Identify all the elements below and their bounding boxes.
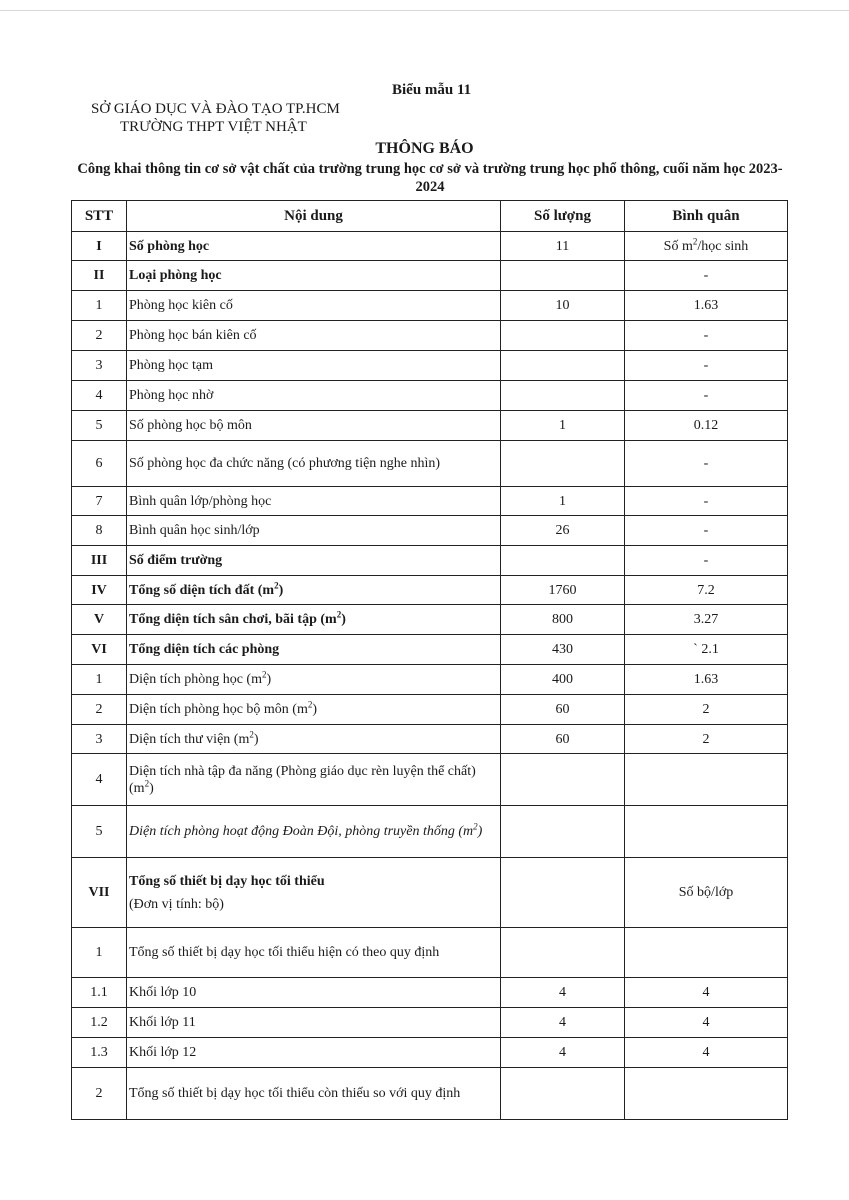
- row-content: Số phòng học đa chức năng (có phương tiện nghe nhìn): [127, 441, 501, 487]
- row-quantity: 1: [501, 411, 625, 441]
- row-content: Bình quân lớp/phòng học: [127, 487, 501, 516]
- header-average: Bình quân: [625, 201, 788, 232]
- row-average: 1.63: [625, 665, 788, 695]
- row-content: Tổng diện tích sân chơi, bãi tập $(m^2)$: [127, 605, 501, 635]
- row-content: Số phòng học bộ môn: [127, 411, 501, 441]
- row-content: Tổng số diện tích đất $(m^2)$: [127, 576, 501, 605]
- table-row: [72, 725, 788, 754]
- row-stt: 4: [72, 381, 127, 411]
- row-content: Số phòng học: [127, 232, 501, 261]
- row-content: Tổng số thiết bị dạy học tối thiểu hiện có theo quy định: [127, 928, 501, 978]
- row-stt: VII: [72, 858, 127, 928]
- table-header-row: [72, 201, 788, 232]
- row-average: 4: [625, 978, 788, 1008]
- row-average: 2: [625, 725, 788, 754]
- row-content: Khối lớp 10: [127, 978, 501, 1008]
- row-quantity: 10: [501, 291, 625, 321]
- table-row: [72, 978, 788, 1008]
- row-average: -: [625, 546, 788, 576]
- row-quantity: 4: [501, 1008, 625, 1038]
- table-row: [72, 351, 788, 381]
- table-row: [72, 635, 788, 665]
- row-quantity: 60: [501, 695, 625, 725]
- row-stt: 7: [72, 487, 127, 516]
- table-row: [72, 1008, 788, 1038]
- row-quantity: 1: [501, 487, 625, 516]
- table-row: [72, 516, 788, 546]
- row-content: Phòng học bán kiên cố: [127, 321, 501, 351]
- table-row: [72, 1068, 788, 1120]
- row-quantity: [501, 754, 625, 806]
- row-content: Loại phòng học: [127, 261, 501, 291]
- table-row: [72, 665, 788, 695]
- table-row: [72, 928, 788, 978]
- row-quantity: [501, 928, 625, 978]
- row-quantity: [501, 546, 625, 576]
- header-content: Nội dung: [127, 201, 501, 232]
- row-average: 0.12: [625, 411, 788, 441]
- row-average: 7.2: [625, 576, 788, 605]
- table-row: [72, 232, 788, 261]
- row-average: 2: [625, 695, 788, 725]
- row-content: Tổng diện tích các phòng: [127, 635, 501, 665]
- row-content: Diện tích phòng hoạt động Đoàn Đội, phòng truyền thống $(m^2)$: [127, 806, 501, 858]
- row-stt: 5: [72, 411, 127, 441]
- school-name: TRƯỜNG THPT VIỆT NHẬT: [120, 119, 307, 135]
- row-content: Diện tích nhà tập đa năng (Phòng giáo dục rèn luyện thể chất) $(m^2)$: [127, 754, 501, 806]
- row-content: Diện tích phòng học bộ môn $(m^2)$: [127, 695, 501, 725]
- row-stt: 3: [72, 351, 127, 381]
- row-quantity: 26: [501, 516, 625, 546]
- row-content: Số điểm trường: [127, 546, 501, 576]
- row-stt: IV: [72, 576, 127, 605]
- row-content: Phòng học kiên cố: [127, 291, 501, 321]
- row-average: -: [625, 381, 788, 411]
- row-content: Tổng số thiết bị dạy học tối thiểu còn thiếu so với quy định: [127, 1068, 501, 1120]
- row-quantity: 1760: [501, 576, 625, 605]
- row-stt: 4: [72, 754, 127, 806]
- row-content: Phòng học nhờ: [127, 381, 501, 411]
- row-content: Khối lớp 11: [127, 1008, 501, 1038]
- row-average: Số $m^2$/học sinh: [625, 232, 788, 261]
- row-average: [625, 1068, 788, 1120]
- row-quantity: [501, 351, 625, 381]
- row-quantity: 4: [501, 978, 625, 1008]
- row-average: -: [625, 516, 788, 546]
- row-stt: VI: [72, 635, 127, 665]
- row-stt: 1: [72, 928, 127, 978]
- row-content: [127, 858, 501, 928]
- table-body: [72, 232, 788, 1120]
- row-quantity: [501, 321, 625, 351]
- row-stt: 2: [72, 695, 127, 725]
- row-quantity: 800: [501, 605, 625, 635]
- row-quantity: 60: [501, 725, 625, 754]
- row-content: Diện tích thư viện $(m^2)$: [127, 725, 501, 754]
- table-row: [72, 487, 788, 516]
- row-content: Khối lớp 12: [127, 1038, 501, 1068]
- table-row: [72, 695, 788, 725]
- row-stt: 1.3: [72, 1038, 127, 1068]
- row-average: -: [625, 261, 788, 291]
- row-average: -: [625, 441, 788, 487]
- row-stt: 1: [72, 291, 127, 321]
- table-row: [72, 605, 788, 635]
- row-content: Phòng học tạm: [127, 351, 501, 381]
- row-quantity: 4: [501, 1038, 625, 1068]
- header-quantity: Số lượng: [501, 201, 625, 232]
- row-average: [625, 806, 788, 858]
- row-stt: 3: [72, 725, 127, 754]
- row-stt: 1.1: [72, 978, 127, 1008]
- row-average: -: [625, 351, 788, 381]
- table-row: [72, 411, 788, 441]
- table-row: [72, 441, 788, 487]
- row-quantity: [501, 441, 625, 487]
- row-average: 4: [625, 1038, 788, 1068]
- header-stt: STT: [72, 201, 127, 232]
- row-average: Số bộ/lớp: [625, 858, 788, 928]
- document-subtitle: Công khai thông tin cơ sở vật chất của trường trung học cơ sở và trường trung học phổ thông, cuối năm học 2023-2024: [77, 161, 783, 195]
- table-row: [72, 1038, 788, 1068]
- row-quantity: [501, 1068, 625, 1120]
- row-average: -: [625, 321, 788, 351]
- row-stt: 2: [72, 321, 127, 351]
- agency-name: SỞ GIÁO DỤC VÀ ĐÀO TẠO TP.HCM: [91, 101, 340, 117]
- row-stt: I: [72, 232, 127, 261]
- row-quantity: 430: [501, 635, 625, 665]
- row-quantity: [501, 806, 625, 858]
- document-title: THÔNG BÁO: [375, 140, 474, 157]
- table-row: [72, 291, 788, 321]
- table-row: [72, 546, 788, 576]
- row-content: Diện tích phòng học $(m^2)$: [127, 665, 501, 695]
- row-quantity: [501, 381, 625, 411]
- row-quantity: 400: [501, 665, 625, 695]
- table-row: [72, 754, 788, 806]
- table-row: [72, 321, 788, 351]
- table-row: [72, 858, 788, 928]
- row-stt: 1: [72, 665, 127, 695]
- row-average: 4: [625, 1008, 788, 1038]
- table-row: [72, 381, 788, 411]
- row-average: 3.27: [625, 605, 788, 635]
- row-stt: II: [72, 261, 127, 291]
- row-content-unit: (Đơn vị tính: bộ): [129, 896, 224, 912]
- row-average: 1.63: [625, 291, 788, 321]
- row-stt: 8: [72, 516, 127, 546]
- table-row: [72, 576, 788, 605]
- row-content-main: Tổng số thiết bị dạy học tối thiểu: [129, 873, 325, 889]
- table-row: [72, 261, 788, 291]
- row-stt: V: [72, 605, 127, 635]
- table-row: [72, 806, 788, 858]
- row-quantity: 11: [501, 232, 625, 261]
- row-average: [625, 754, 788, 806]
- row-average: -: [625, 487, 788, 516]
- row-average: [625, 928, 788, 978]
- row-stt: III: [72, 546, 127, 576]
- row-quantity: [501, 858, 625, 928]
- form-number: Biểu mẫu 11: [392, 82, 472, 98]
- row-stt: 2: [72, 1068, 127, 1120]
- scan-edge-line: [0, 10, 849, 11]
- row-stt: 1.2: [72, 1008, 127, 1038]
- row-stt: 6: [72, 441, 127, 487]
- row-content: Bình quân học sinh/lớp: [127, 516, 501, 546]
- row-average: ` 2.1: [625, 635, 788, 665]
- row-quantity: [501, 261, 625, 291]
- row-stt: 5: [72, 806, 127, 858]
- facilities-table: [71, 200, 788, 1120]
